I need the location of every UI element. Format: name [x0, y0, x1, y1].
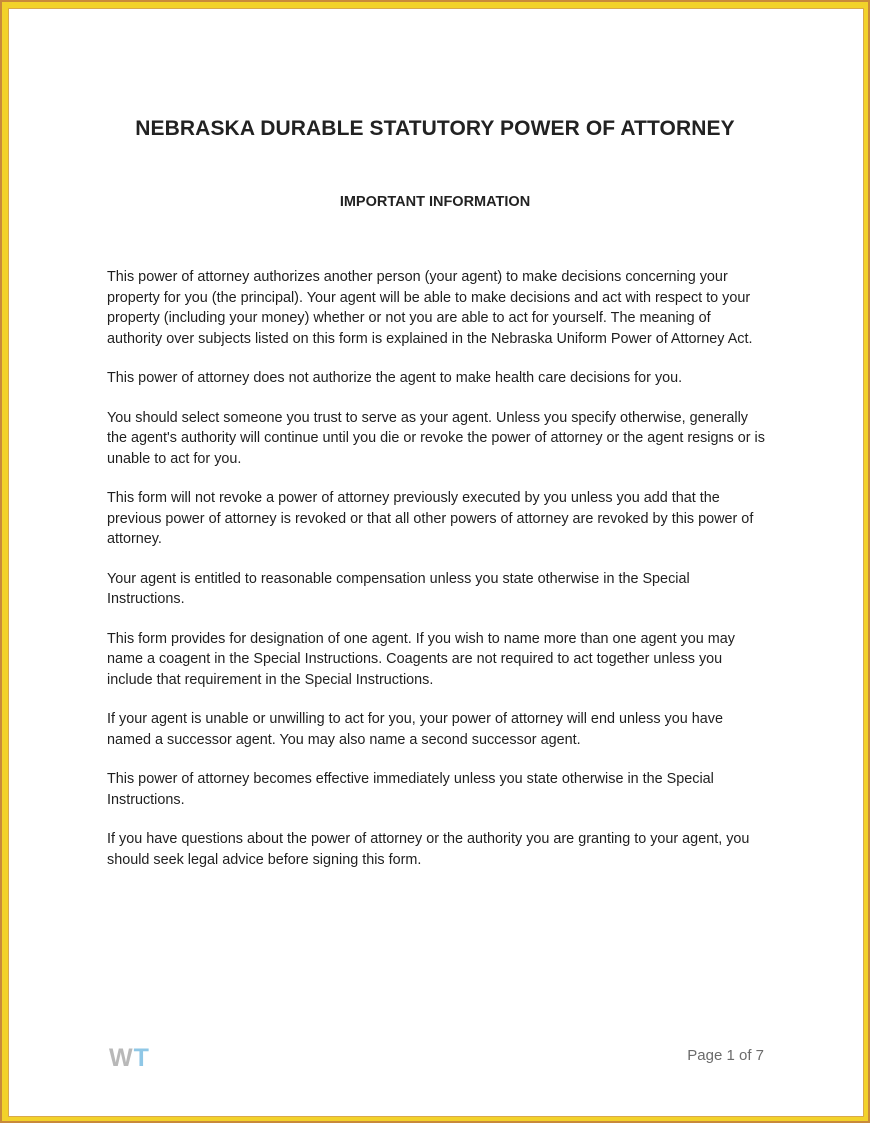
paragraph: This form will not revoke a power of attorney previously executed by you unless you add that the previous power of attorney is revoked or that all other powers of attorney are revoked by this power of attorney. [107, 490, 754, 547]
paragraph: This form provides for designation of one agent. If you wish to name more than one agent you may name a coagent in the Special Instructions. Coagents are not required to act together unless you include that requirement in the Special Instructions. [107, 630, 735, 688]
paragraph: This power of attorney becomes effective immediately unless you state otherwise in the Special Instructions. [107, 771, 714, 808]
paragraph: You should select someone you trust to serve as your agent. Unless you specify otherwise, generally the agent's authority will continue until you die or revoke the power of attorney or the agent resigns or is unable to act for you. [107, 409, 765, 467]
paragraph: If your agent is unable or unwilling to act for you, your power of attorney will end unless you have named a successor agent. You may also name a second successor agent. [107, 711, 723, 748]
paragraph: This power of attorney does not authorize the agent to make health care decisions for you. [107, 370, 683, 386]
document-body [107, 267, 767, 889]
section-heading: IMPORTANT INFORMATION [339, 194, 531, 210]
paragraph: This power of attorney authorizes another person (your agent) to make decisions concerning your property for you (the principal). Your agent will be able to make decisions and act with respect to your property (including your money) whether or not you are able to act for yourself. The meaning of authority over subjects listed on this form is explained in the Nebraska Uniform Power of Attorney Act. [107, 269, 753, 347]
wt-logo [109, 1044, 150, 1073]
document-title: NEBRASKA DURABLE STATUTORY POWER OF ATTORNEY [135, 117, 735, 140]
logo-letter-w: W [109, 1044, 134, 1072]
page-number: Page 1 of 7 [687, 1047, 764, 1064]
paragraph: If you have questions about the power of attorney or the authority you are granting to your agent, you should seek legal advice before signing this form. [107, 831, 750, 868]
paragraph: Your agent is entitled to reasonable compensation unless you state otherwise in the Special Instructions. [107, 570, 690, 607]
logo-letter-t: T [133, 1044, 150, 1072]
